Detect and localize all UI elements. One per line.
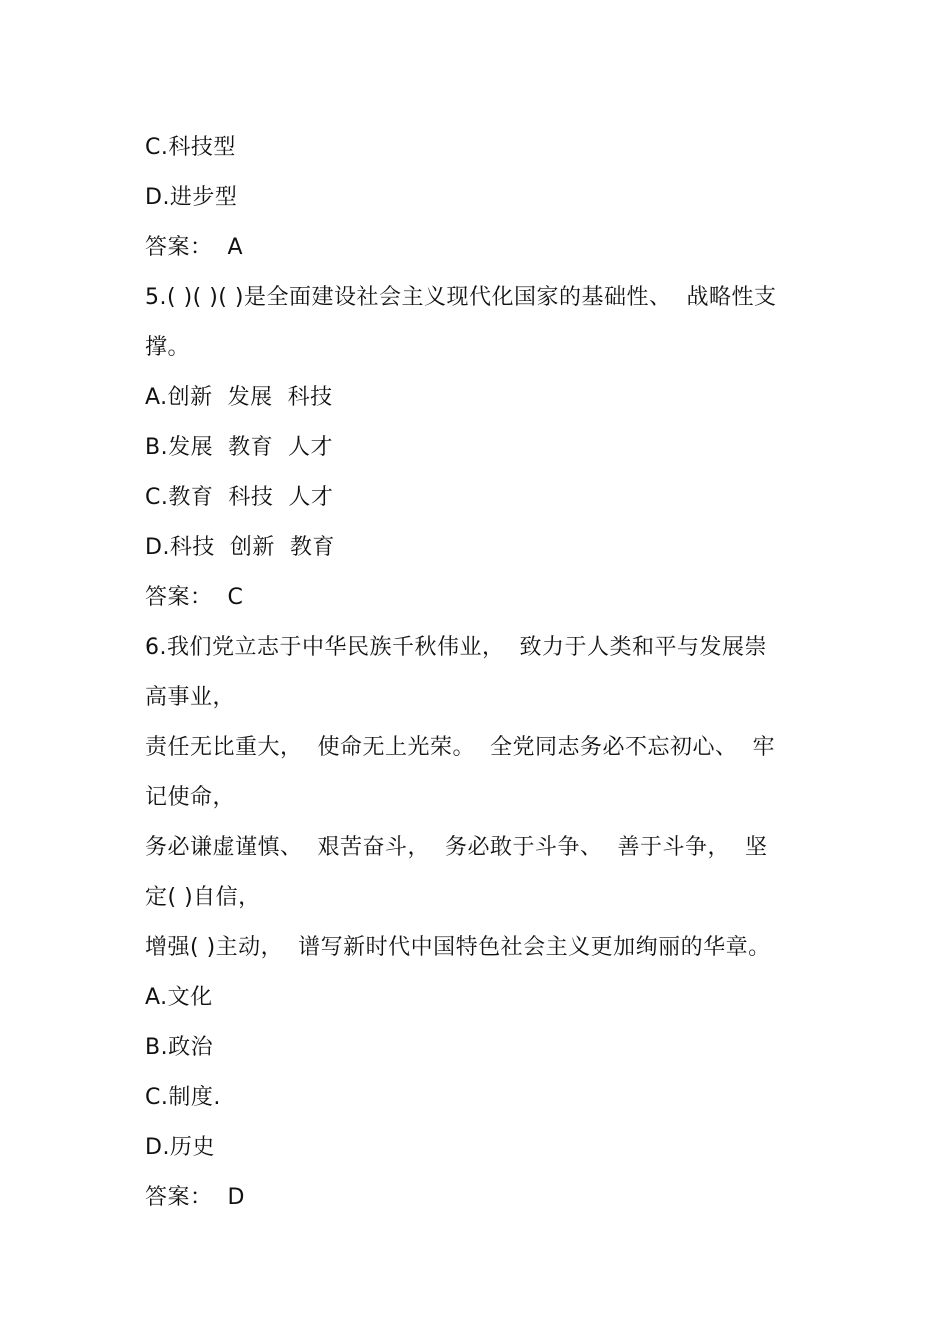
question-6-line-3: 责任无比重大， 使命无上光荣。 全党同志务必不忘初心、 牢 [145,735,775,760]
option-b-q5: B.发展 教育 人才 [145,435,334,460]
question-5-line-1: 5.( )( )( )是全面建设社会主义现代化国家的基础性、 战略性支 [145,285,777,310]
option-c-q4: C.科技型 [145,135,236,160]
question-6-line-4: 记使命， [145,785,236,810]
option-b-q6: B.政治 [145,1035,214,1060]
question-5-line-2: 撑。 [145,335,191,360]
option-c-q6: C.制度. [145,1085,221,1110]
answer-q4: 答案： A [145,235,244,260]
question-6-line-6: 定( )自信， [145,885,261,910]
option-d-q6: D.历史 [145,1135,215,1160]
option-a-q6: A.文化 [145,985,213,1010]
question-6-line-2: 高事业， [145,685,236,710]
answer-q5: 答案： C [145,585,244,610]
question-6-line-5: 务必谦虚谨慎、 艰苦奋斗， 务必敢于斗争、 善于斗争， 坚 [145,835,768,860]
question-6-line-7: 增强( )主动， 谱写新时代中国特色社会主义更加绚丽的华章。 [145,935,771,960]
option-a-q5: A.创新 发展 科技 [145,385,333,410]
question-6-line-1: 6.我们党立志于中华民族千秋伟业， 致力于人类和平与发展崇 [145,635,767,660]
option-d-q4: D.进步型 [145,185,238,210]
option-c-q5: C.教育 科技 人才 [145,485,334,510]
answer-q6: 答案： D [145,1185,245,1210]
option-d-q5: D.科技 创新 教育 [145,535,335,560]
